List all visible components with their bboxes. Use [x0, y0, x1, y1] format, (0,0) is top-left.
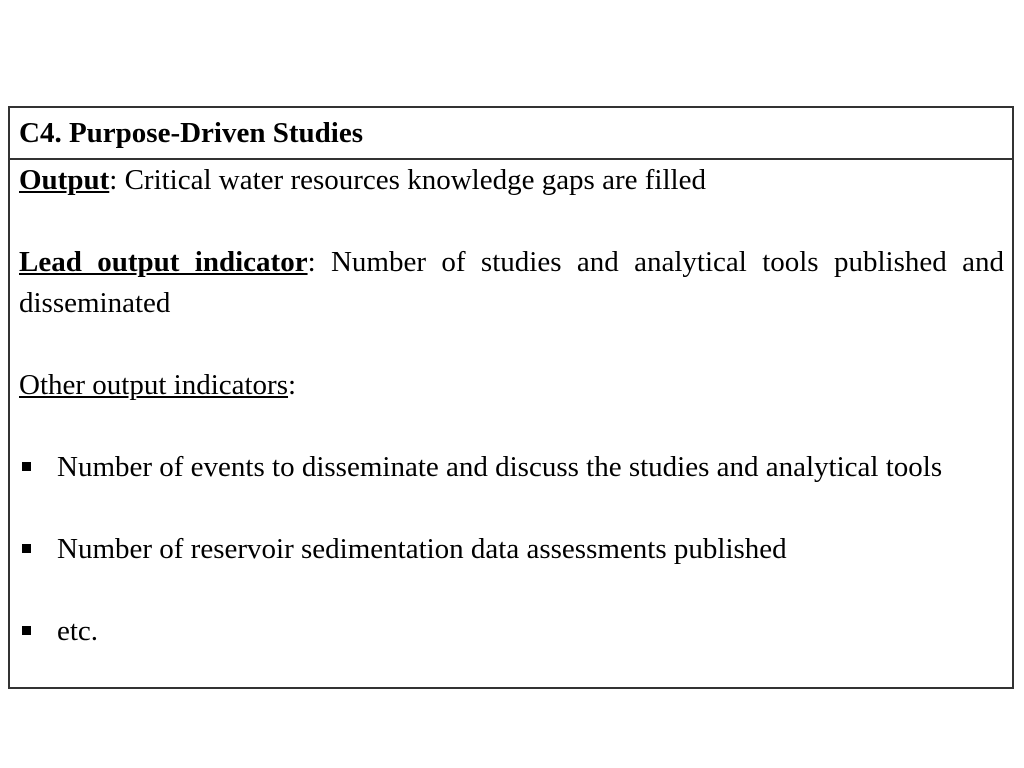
list-item — [19, 611, 1004, 652]
list-item — [19, 447, 1004, 488]
output-label: Output — [19, 164, 110, 196]
square-bullet-icon — [19, 611, 57, 652]
other-indicators-label: Other output indicators — [19, 369, 289, 401]
lead-indicator-label: Lead output indicator — [19, 246, 308, 278]
lead-indicator-text: : Number of studies and analytical tools published and disseminated — [19, 246, 1004, 319]
square-bullet-icon — [19, 447, 57, 488]
bullet-text: Number of reservoir sedimentation data assessments published — [57, 533, 787, 565]
bullet-text: etc. — [57, 615, 99, 647]
other-indicators-suffix: : — [288, 369, 297, 401]
output-text: : Critical water resources knowledge gaps are filled — [109, 164, 706, 196]
bullet-text: Number of events to disseminate and discuss the studies and analytical tools — [57, 451, 943, 483]
list-item — [19, 529, 1004, 570]
output-line — [19, 160, 1004, 201]
square-bullet-icon — [19, 529, 57, 570]
purpose-driven-studies-table — [8, 106, 1014, 689]
table-content — [10, 160, 1012, 652]
lead-indicator-line — [19, 242, 1004, 324]
other-indicators-line — [19, 365, 1004, 406]
table-title: C4. Purpose-Driven Studies — [10, 108, 1012, 160]
